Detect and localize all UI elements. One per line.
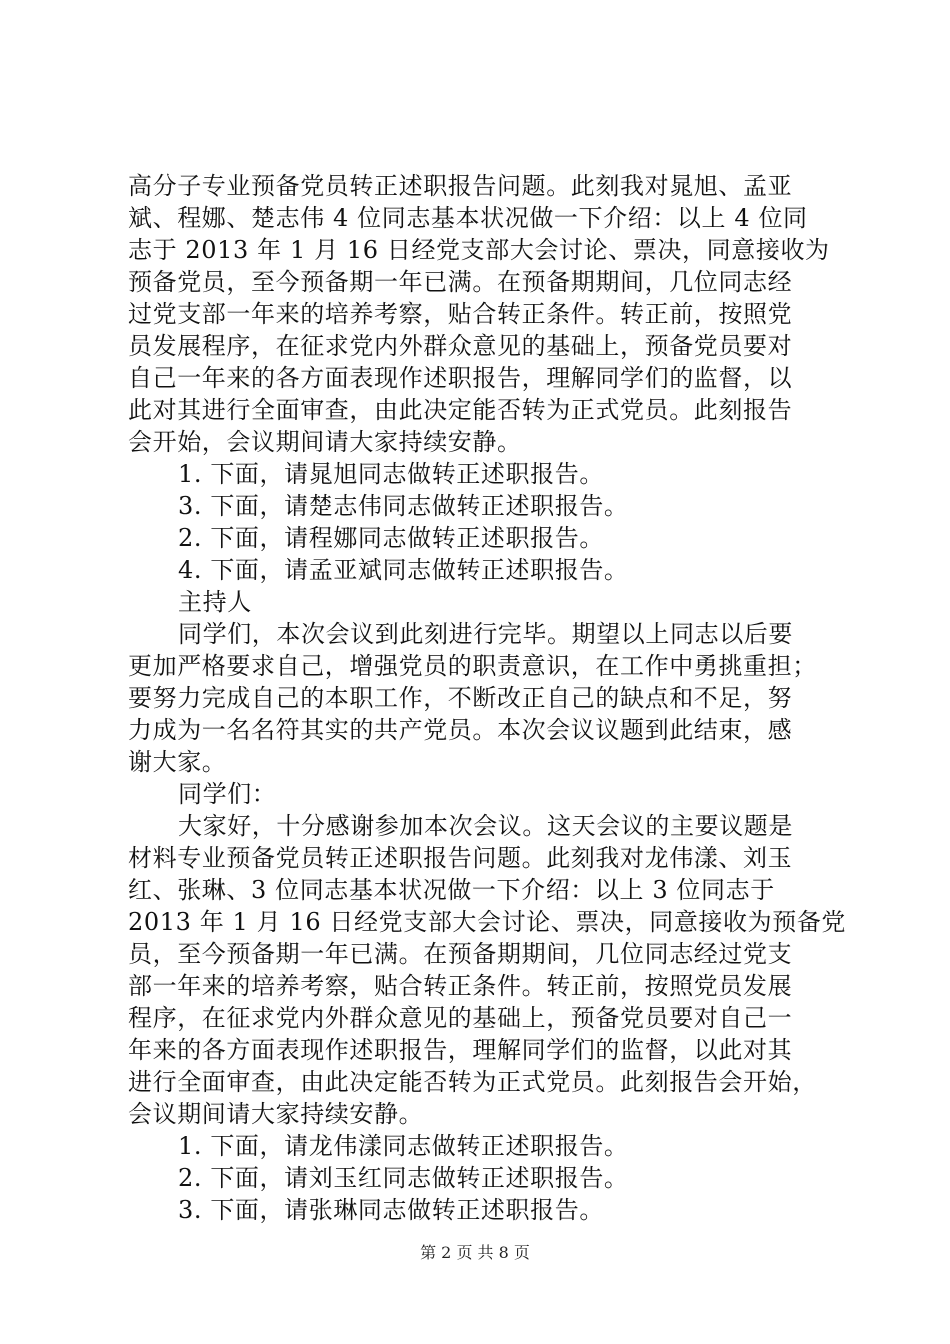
text-line: 高分子专业预备党员转正述职报告问题。此刻我对晁旭、孟亚 (128, 172, 793, 200)
text-line: 2013 年 1 月 16 日经党支部大会讨论、票决，同意接收为预备党 (128, 908, 847, 936)
document-body (128, 170, 847, 1226)
text-line: 红、张琳、3 位同志基本状况做一下介绍：以上 3 位同志于 (128, 876, 775, 904)
text-line: 材料专业预备党员转正述职报告问题。此刻我对龙伟漾、刘玉 (128, 844, 793, 872)
text-line: 同学们，本次会议到此刻进行完毕。期望以上同志以后要 (178, 620, 793, 648)
text-line: 员发展程序，在征求党内外群众意见的基础上，预备党员要对 (128, 332, 793, 360)
paragraph (128, 1130, 828, 1162)
paragraph (128, 490, 828, 522)
text-line: 同学们： (178, 780, 277, 808)
text-line: 预备党员，至今预备期一年已满。在预备期期间，几位同志经 (128, 268, 793, 296)
text-line: 此对其进行全面审查，由此决定能否转为正式党员。此刻报告 (128, 396, 793, 424)
paragraph (128, 554, 828, 586)
paragraph (128, 458, 828, 490)
paragraph (128, 522, 828, 554)
paragraph (128, 170, 828, 458)
text-line: 员，至今预备期一年已满。在预备期期间，几位同志经过党支 (128, 940, 793, 968)
text-line: 志于 2013 年 1 月 16 日经党支部大会讨论、票决，同意接收为 (128, 236, 830, 264)
paragraph (128, 778, 828, 810)
text-line: 4. 下面，请孟亚斌同志做转正述职报告。 (178, 556, 629, 584)
text-line: 年来的各方面表现作述职报告，理解同学们的监督，以此对其 (128, 1036, 793, 1064)
paragraph (128, 586, 828, 618)
text-line: 斌、程娜、楚志伟 4 位同志基本状况做一下介绍：以上 4 位同 (128, 204, 808, 232)
text-line: 程序，在征求党内外群众意见的基础上，预备党员要对自己一 (128, 1004, 793, 1032)
page-number-footer: 第 2 页 共 8 页 (420, 1243, 530, 1262)
text-line: 1. 下面，请龙伟漾同志做转正述职报告。 (178, 1132, 629, 1160)
paragraph (128, 810, 847, 1130)
text-line: 自己一年来的各方面表现作述职报告，理解同学们的监督，以 (128, 364, 793, 392)
paragraph (128, 1162, 828, 1194)
text-line: 谢大家。 (128, 748, 227, 776)
text-line: 大家好，十分感谢参加本次会议。这天会议的主要议题是 (178, 812, 793, 840)
text-line: 3. 下面，请楚志伟同志做转正述职报告。 (178, 492, 629, 520)
text-line: 要努力完成自己的本职工作，不断改正自己的缺点和不足，努 (128, 684, 793, 712)
text-line: 3. 下面，请张琳同志做转正述职报告。 (178, 1196, 604, 1224)
text-line: 过党支部一年来的培养考察，贴合转正条件。转正前，按照党 (128, 300, 793, 328)
text-line: 1. 下面，请晁旭同志做转正述职报告。 (178, 460, 604, 488)
text-line: 更加严格要求自己，增强党员的职责意识，在工作中勇挑重担； (128, 652, 817, 680)
text-line: 主持人 (178, 588, 252, 616)
paragraph (128, 1194, 828, 1226)
text-line: 进行全面审查，由此决定能否转为正式党员。此刻报告会开始， (128, 1068, 817, 1096)
paragraph (128, 618, 828, 778)
text-line: 会开始，会议期间请大家持续安静。 (128, 428, 522, 456)
text-line: 会议期间请大家持续安静。 (128, 1100, 424, 1128)
text-line: 2. 下面，请程娜同志做转正述职报告。 (178, 524, 604, 552)
text-line: 部一年来的培养考察，贴合转正条件。转正前，按照党员发展 (128, 972, 793, 1000)
text-line: 力成为一名名符其实的共产党员。本次会议议题到此结束，感 (128, 716, 793, 744)
text-line: 2. 下面，请刘玉红同志做转正述职报告。 (178, 1164, 629, 1192)
